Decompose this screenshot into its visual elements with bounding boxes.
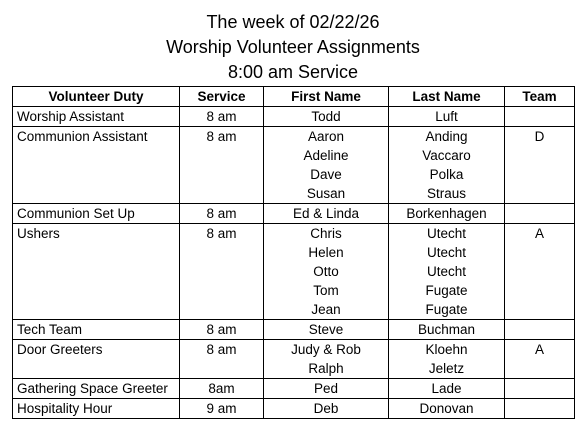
first-name: Steve	[308, 322, 344, 337]
last-name: Utecht	[426, 245, 467, 260]
table-row	[13, 379, 575, 399]
first-name: Ed & Linda	[292, 206, 360, 221]
first-name: Otto	[313, 264, 339, 279]
first-name-cell	[264, 379, 389, 399]
last-name: Polka	[429, 167, 464, 182]
first-name: Ralph	[308, 361, 344, 376]
first-name-cell	[264, 320, 389, 340]
last-name: Utecht	[426, 226, 467, 241]
last-name-cell	[389, 224, 505, 320]
last-name: Fugate	[425, 283, 468, 298]
table-header-row	[13, 87, 575, 107]
team-cell: D	[505, 127, 575, 204]
last-name-cell	[389, 379, 505, 399]
duty-cell: Door Greeters	[13, 340, 180, 379]
first-name: Adeline	[303, 148, 349, 163]
team-cell	[505, 107, 575, 127]
first-name-cell	[264, 340, 389, 379]
first-name: Dave	[310, 167, 342, 182]
duty-cell: Gathering Space Greeter	[13, 379, 180, 399]
column-header-team: Team	[505, 87, 575, 107]
service-cell: 9 am	[180, 399, 264, 419]
column-header-last-name: Last Name	[389, 87, 505, 107]
team-cell: A	[505, 340, 575, 379]
first-name-cell	[264, 204, 389, 224]
first-name: Ped	[313, 381, 339, 396]
duty-cell: Communion Assistant	[13, 127, 180, 204]
table-row	[13, 107, 575, 127]
table-row	[13, 399, 575, 419]
first-name: Helen	[308, 245, 344, 260]
table-row	[13, 340, 575, 379]
last-name: Buchman	[417, 322, 476, 337]
last-name: Lade	[431, 381, 462, 396]
last-name: Donovan	[419, 401, 474, 416]
last-name-cell	[389, 107, 505, 127]
team-cell: A	[505, 224, 575, 320]
first-name: Jean	[311, 302, 341, 317]
first-name: Todd	[311, 109, 341, 124]
last-name: Fugate	[425, 302, 468, 317]
duty-cell: Communion Set Up	[13, 204, 180, 224]
first-name: Judy & Rob	[291, 342, 361, 357]
team-cell	[505, 320, 575, 340]
assignments-table	[12, 86, 575, 419]
last-name-cell	[389, 340, 505, 379]
team-cell	[505, 204, 575, 224]
first-name: Susan	[306, 186, 346, 201]
first-name-cell	[264, 224, 389, 320]
last-name: Vaccaro	[422, 148, 471, 163]
last-name: Jeletz	[428, 361, 465, 376]
service-cell: 8 am	[180, 204, 264, 224]
last-name: Anding	[425, 129, 468, 144]
last-name: Kloehn	[425, 342, 468, 357]
service-cell: 8 am	[180, 107, 264, 127]
team-cell	[505, 399, 575, 419]
team-cell	[505, 379, 575, 399]
last-name-cell	[389, 127, 505, 204]
first-name: Aaron	[307, 129, 345, 144]
title-assignments: Worship Volunteer Assignments	[166, 37, 420, 57]
column-header-duty: Volunteer Duty	[13, 87, 180, 107]
first-name: Deb	[313, 401, 339, 416]
first-name: Chris	[310, 226, 342, 241]
last-name-cell	[389, 320, 505, 340]
column-header-service: Service	[180, 87, 264, 107]
service-cell: 8 am	[180, 320, 264, 340]
table-row	[13, 127, 575, 204]
column-header-first-name: First Name	[264, 87, 389, 107]
table-row	[13, 224, 575, 320]
duty-cell: Worship Assistant	[13, 107, 180, 127]
service-cell: 8 am	[180, 127, 264, 204]
last-name: Borkenhagen	[406, 206, 487, 221]
title-service: 8:00 am Service	[227, 62, 359, 82]
service-cell: 8 am	[180, 340, 264, 379]
table-row	[13, 320, 575, 340]
last-name: Straus	[426, 186, 467, 201]
first-name-cell	[264, 127, 389, 204]
duty-cell: Hospitality Hour	[13, 399, 180, 419]
last-name: Utecht	[426, 264, 467, 279]
last-name-cell	[389, 204, 505, 224]
duty-cell: Tech Team	[13, 320, 180, 340]
table-row	[13, 204, 575, 224]
last-name: Luft	[435, 109, 458, 124]
service-cell: 8am	[180, 379, 264, 399]
first-name: Tom	[313, 283, 339, 298]
first-name-cell	[264, 399, 389, 419]
last-name-cell	[389, 399, 505, 419]
title-week: The week of 02/22/26	[206, 12, 380, 32]
duty-cell: Ushers	[13, 224, 180, 320]
service-cell: 8 am	[180, 224, 264, 320]
page-title	[0, 10, 586, 85]
first-name-cell	[264, 107, 389, 127]
